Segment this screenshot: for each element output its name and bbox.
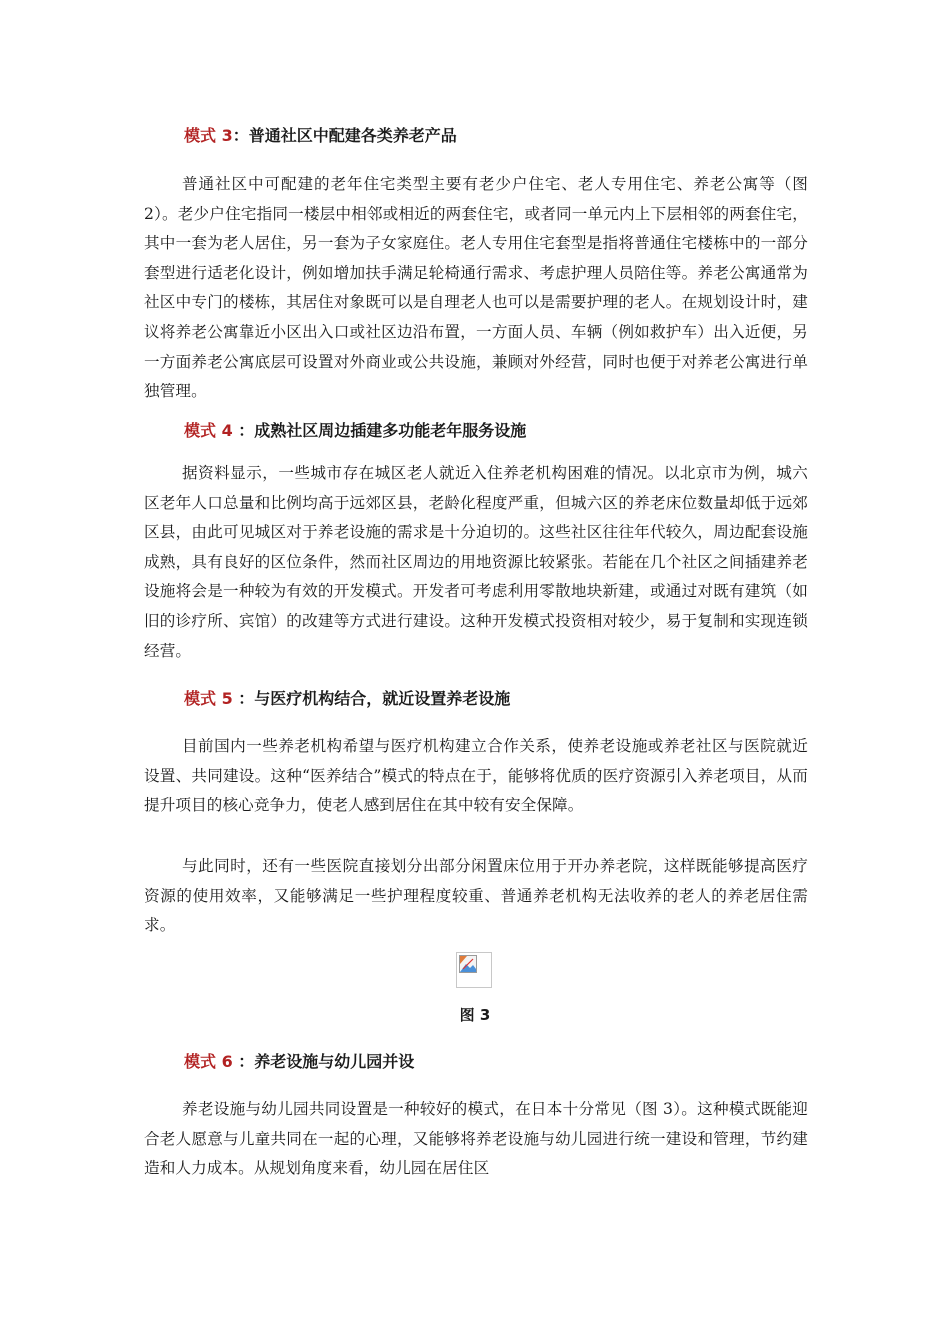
section-heading-mode-5 bbox=[184, 688, 510, 710]
section-heading-mode-3 bbox=[184, 125, 457, 147]
section-paragraph: 目前国内一些养老机构希望与医疗机构建立合作关系，使养老设施或养老社区与医院就近设置、共同建设。这种“医养结合”模式的特点在于，能够将优质的医疗资源引入养老项目，从而提升项目的核心竞争力，使老人感到居住在其中较有安全保障。 bbox=[144, 737, 808, 815]
mode-label: 模式 6 bbox=[184, 1052, 233, 1071]
section-heading-mode-6 bbox=[184, 1051, 414, 1073]
section-paragraph: 普通社区中可配建的老年住宅类型主要有老少户住宅、老人专用住宅、养老公寓等（图 2）。老少户住宅指同一楼层中相邻或相近的两套住宅，或者同一单元内上下层相邻的两套住宅，其中一套为老人居住，另一套为子女家庭住。老人专用住宅套型是指将普通住宅楼栋中的一部分套型进行适老化设计，例如增加扶手满足轮椅通行需求、考虑护理人员陪住等。养老公寓通常为社区中专门的楼栋，其居住对象既可以是自理老人也可以是需要护理的老人。在规划设计时，建议将养老公寓靠近小区出入口或社区边沿布置，一方面人员、车辆（例如救护车）出入近便，另一方面养老公寓底层可设置对外商业或公共设施，兼顾对外经营，同时也便于对养老公寓进行单独管理。 bbox=[144, 175, 808, 401]
heading-separator: ： bbox=[232, 1052, 255, 1071]
section-paragraph: 与此同时，还有一些医院直接划分出部分闲置床位用于开办养老院，这样既能够提高医疗资源的使用效率，又能够满足一些护理程度较重、普通养老机构无法收养的老人的养老居住需求。 bbox=[144, 857, 808, 935]
heading-title: 与医疗机构结合，就近设置养老设施 bbox=[254, 689, 511, 708]
heading-separator: ： bbox=[232, 689, 255, 708]
heading-title: 养老设施与幼儿园并设 bbox=[254, 1052, 415, 1071]
figure-caption: 图 3 bbox=[459, 1006, 491, 1024]
heading-title: 普通社区中配建各类养老产品 bbox=[248, 126, 457, 145]
mode-label: 模式 3 bbox=[184, 126, 233, 145]
mode-label: 模式 4 bbox=[184, 421, 233, 440]
section-paragraph: 养老设施与幼儿园共同设置是一种较好的模式，在日本十分常见（图 3）。这种模式既能迎合老人愿意与儿童共同在一起的心理，又能够将养老设施与幼儿园进行统一建设和管理，节约建造和人力成本。从规划角度来看，幼儿园在居住区 bbox=[144, 1100, 808, 1178]
broken-image-icon bbox=[456, 952, 492, 988]
section-paragraph: 据资料显示，一些城市存在城区老人就近入住养老机构困难的情况。以北京市为例，城六区老年人口总量和比例均高于远郊区县，老龄化程度严重，但城六区的养老床位数量却低于远郊区县，由此可见城区对于养老设施的需求是十分迫切的。这些社区往往年代较久，周边配套设施成熟，具有良好的区位条件，然而社区周边的用地资源比较紧张。若能在几个社区之间插建养老设施将会是一种较为有效的开发模式。开发者可考虑利用零散地块新建，或通过对既有建筑（如旧的诊疗所、宾馆）的改建等方式进行建设。这种开发模式投资相对较少，易于复制和实现连锁经营。 bbox=[144, 464, 808, 660]
mode-label: 模式 5 bbox=[184, 689, 233, 708]
heading-separator: ： bbox=[232, 421, 255, 440]
heading-separator: ： bbox=[232, 126, 249, 145]
heading-title: 成熟社区周边插建多功能老年服务设施 bbox=[254, 421, 527, 440]
section-heading-mode-4 bbox=[184, 420, 526, 442]
